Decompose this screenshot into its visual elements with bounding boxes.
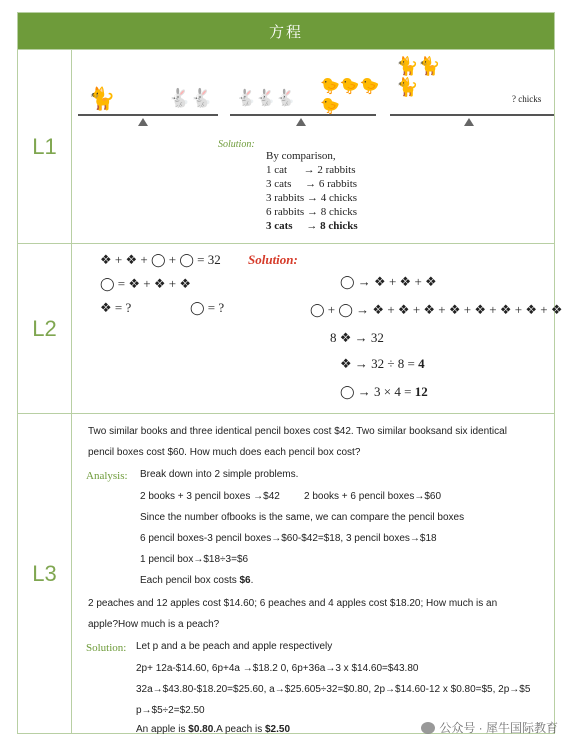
comparison-line: 1 cat → 2 rabbits: [266, 164, 356, 176]
row-l3: [18, 413, 554, 734]
row-label: L2: [18, 244, 72, 413]
fulcrum-icon: [464, 118, 474, 126]
step-4-text: ❖ → 32 ÷ 8 =: [340, 356, 419, 371]
chick-icon: 🐤🐤🐤🐤: [320, 78, 380, 115]
problem-2: 2 peaches and 12 apples cost $14.60; 6 peaches and 4 apples cost $18.20; How much is an: [88, 598, 498, 609]
comparison-line: 3 cats → 8 chicks: [266, 220, 358, 232]
problem-1: Two similar books and three identical pencil boxes cost $42. Two similar booksand six identical: [88, 426, 507, 437]
row-l1: [18, 49, 554, 243]
comparison-line: 3 rabbits → 4 chicks: [266, 192, 358, 204]
step-5-answer: 12: [414, 384, 428, 399]
step-5-text: ◯ → 3 × 4 =: [340, 384, 415, 399]
problem-2-cont: apple?How much is a peach?: [88, 619, 220, 630]
solution-step-4: [340, 356, 425, 372]
row-label: L1: [18, 50, 72, 243]
watermark-text: 公众号 · 犀牛国际教育: [439, 721, 558, 735]
solution-line: 2p+ 12a-$14.60, 6p+4a →$18.2 0, 6p+36a→3 x $14.60=$43.80: [136, 663, 419, 674]
solution-line: p→$5÷2=$2.50: [136, 705, 205, 716]
lesson-table: [17, 12, 563, 735]
row-label: L3: [18, 414, 72, 734]
solution-label: Solution:: [86, 642, 127, 654]
table-title: 方程: [18, 13, 554, 49]
problem-1-cont: pencil boxes cost $60. How much does each pencil box cost?: [88, 447, 361, 458]
rabbit-icon: 🐇🐇: [168, 88, 213, 108]
watermark: [421, 719, 558, 736]
apple-price: $0.80: [188, 724, 214, 735]
analysis-line: 1 pencil box→$18÷3=$6: [140, 554, 249, 565]
equation-1: ❖ + ❖ + ◯ + ◯ = 32: [100, 252, 221, 267]
solution-step-5: [340, 384, 428, 400]
analysis-line: 2 books + 6 pencil boxes→$60: [304, 491, 442, 502]
balance-beam: [78, 114, 218, 116]
analysis-answer: [140, 571, 253, 591]
analysis-line: Break down into 2 simple problems.: [140, 469, 299, 480]
solution-line: Let p and a be peach and apple respectively: [136, 641, 333, 652]
solution-answer: [136, 720, 290, 740]
l1-content: [72, 50, 554, 243]
equation-2: ◯ = ❖ + ❖ + ❖: [100, 276, 192, 291]
answer-value: $6: [239, 575, 251, 586]
equation-3a: ❖ = ?: [100, 300, 132, 315]
l3-content: [72, 414, 554, 734]
balance-beam: [390, 114, 554, 116]
solution-line: 32a→$43.80-$18.20=$25.60, a→$25.605÷32=$0.80, 2p→$14.60-12 x $0.80=$5, 2p→$5: [136, 684, 531, 695]
answer-text: .A peach is: [213, 724, 265, 735]
solution-step-3: 8 ❖ → 32: [330, 330, 384, 345]
solution-label: Solution:: [218, 139, 255, 150]
chicks-label: ? chicks: [512, 94, 542, 104]
cat-icon: 🐈🐈🐈: [396, 56, 441, 97]
analysis-line: Since the number ofbooks is the same, we can compare the pencil boxes: [140, 512, 465, 523]
answer-text: An apple is: [136, 724, 189, 735]
cat-icon: 🐈: [88, 86, 116, 111]
rabbit-icon: 🐇🐇🐇: [236, 90, 296, 107]
solution-label: Solution:: [248, 252, 298, 267]
analysis-line: 6 pencil boxes-3 pencil boxes→$60-$42=$18, 3 pencil boxes→$18: [140, 533, 437, 544]
solution-step-1: ◯ → ❖ + ❖ + ❖: [340, 274, 437, 289]
solution-step-2: ◯ + ◯ → ❖ + ❖ + ❖ + ❖ + ❖ + ❖ + ❖ + ❖: [310, 302, 563, 317]
analysis-line: 2 books + 3 pencil boxes →$42: [140, 491, 280, 502]
comparison-line: 6 rabbits → 8 chicks: [266, 206, 358, 218]
comparison-line: 3 cats → 6 rabbits: [266, 178, 358, 190]
peach-price: $2.50: [265, 724, 291, 735]
comparison-line: By comparison,: [266, 150, 336, 162]
fulcrum-icon: [138, 118, 148, 126]
answer-period: .: [250, 575, 254, 586]
equation-3b: ◯ = ?: [190, 300, 225, 315]
wechat-icon: [421, 722, 435, 734]
fulcrum-icon: [296, 118, 306, 126]
analysis-label: Analysis:: [86, 470, 128, 482]
answer-text: Each pencil box costs: [140, 575, 240, 586]
step-4-answer: 4: [418, 356, 425, 371]
row-l2: [18, 243, 563, 413]
l2-content: [72, 244, 563, 413]
